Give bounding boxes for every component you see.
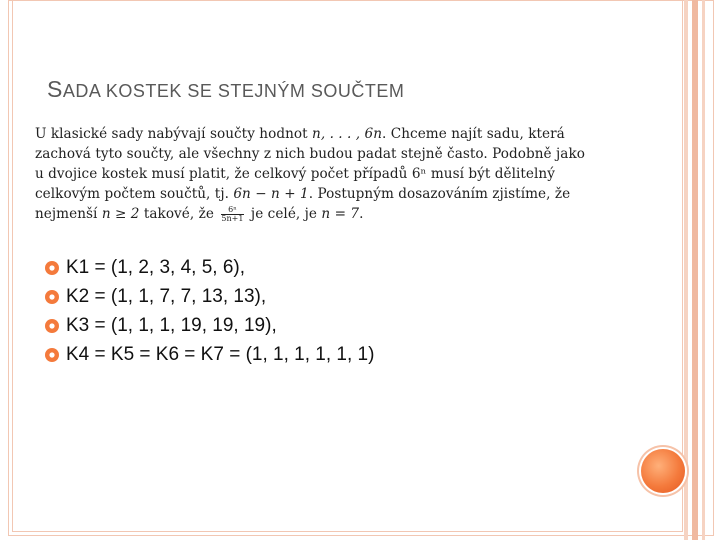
paragraph-line	[35, 144, 638, 164]
text: u dvojice kostek musí platit, že celkový počet případů	[35, 166, 412, 182]
list-item	[45, 282, 374, 311]
text: zachová tyto součty, ale všechny z nich budou padat stejně často. Podobně jako	[35, 146, 585, 162]
fraction-numerator: 6ⁿ	[221, 206, 243, 215]
list-item-text: K4 = K5 = K6 = K7 = (1, 1, 1, 1, 1, 1)	[66, 343, 375, 365]
list-item	[45, 311, 374, 340]
text: je celé, je	[246, 206, 322, 222]
list-item-text: K1 = (1, 2, 3, 4, 5, 6),	[66, 256, 246, 278]
gear-bullet-icon	[45, 261, 59, 275]
fraction	[221, 206, 243, 223]
math: 6ⁿ	[411, 166, 427, 182]
text: celkovým počtem součtů, tj.	[35, 186, 234, 202]
text: takové, že	[139, 206, 219, 222]
text: .	[359, 206, 364, 222]
text-paragraph	[35, 124, 638, 224]
list-item	[45, 340, 374, 369]
paragraph-line	[35, 204, 638, 224]
math: n, . . . , 6n	[312, 126, 383, 142]
text: . Chceme najít sadu, která	[382, 126, 565, 142]
paragraph-line	[35, 124, 638, 144]
math: n = 7	[321, 206, 360, 222]
slide-title: SADA KOSTEK SE STEJNÝM SOUČTEM	[47, 76, 405, 102]
fraction-denominator: 5n+1	[221, 214, 244, 223]
paragraph-line	[35, 164, 638, 184]
math: n ≥ 2	[101, 206, 140, 222]
text: . Postupným dosazováním zjistíme, že	[308, 186, 571, 202]
decor-stripe	[692, 0, 698, 540]
list-item-text: K2 = (1, 1, 7, 7, 13, 13),	[66, 285, 267, 307]
text: musí být dělitelný	[426, 166, 555, 182]
decor-stripe	[684, 0, 688, 540]
list-item	[45, 253, 374, 282]
decor-orb	[641, 449, 685, 493]
dice-list	[45, 253, 374, 369]
gear-bullet-icon	[45, 290, 59, 304]
list-item-text: K3 = (1, 1, 1, 19, 19, 19),	[66, 314, 277, 336]
gear-bullet-icon	[45, 348, 59, 362]
gear-bullet-icon	[45, 319, 59, 333]
paragraph-line	[35, 184, 638, 204]
text: nejmenší	[35, 206, 102, 222]
math: 6n − n + 1	[233, 186, 309, 202]
text: U klasické sady nabývají součty hodnot	[35, 126, 313, 142]
decor-stripe	[702, 0, 705, 540]
